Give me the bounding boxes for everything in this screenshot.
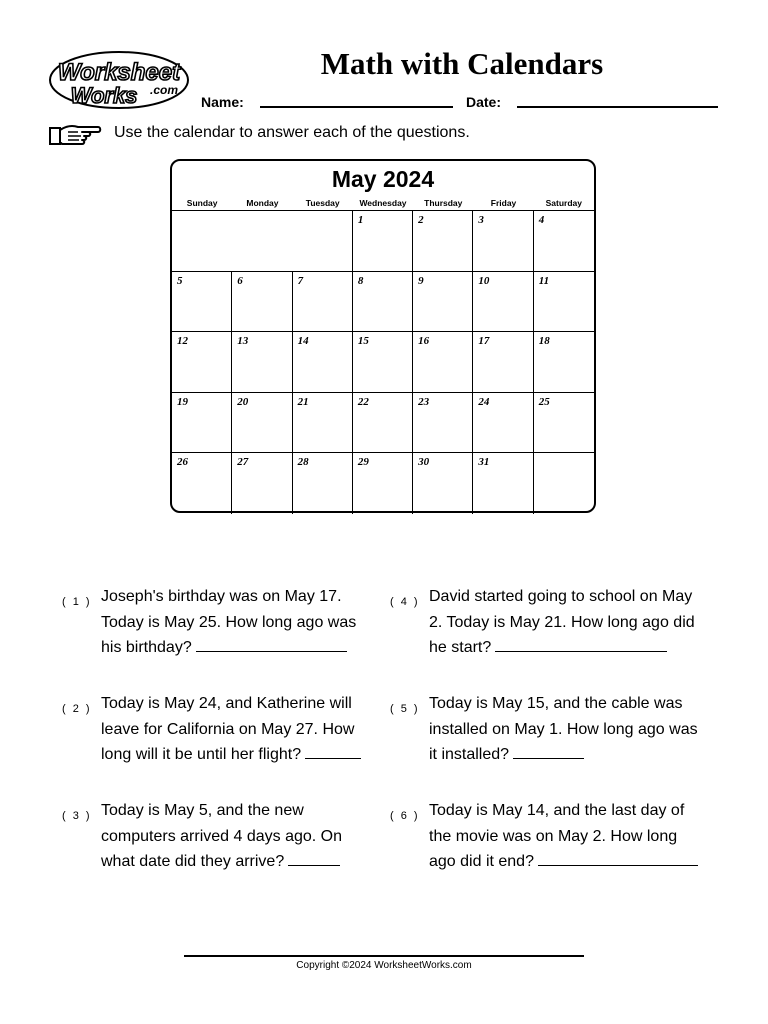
question-text-line: he start? (429, 639, 492, 656)
weekday-label: Wednesday (359, 198, 407, 208)
calendar-day-number: 1 (357, 214, 364, 226)
calendar-day-cell (293, 453, 353, 514)
answer-blank[interactable] (196, 635, 347, 652)
calendar-day-number: 27 (237, 456, 249, 469)
calendar-empty-cell (534, 453, 594, 514)
calendar-day-number: 31 (478, 456, 490, 469)
question-number: ( 5 ) (390, 703, 420, 715)
calendar-day-number: 17 (478, 335, 490, 348)
calendar-weekday-header (172, 198, 594, 210)
calendar-day-number: 15 (357, 335, 369, 348)
question-number: ( 6 ) (390, 810, 420, 822)
logo-suffix: .com (149, 83, 179, 97)
copyright-text: Copyright ©2024 WorksheetWorks.com (296, 960, 472, 971)
calendar-day-number: 5 (177, 274, 183, 287)
calendar-day-cell (293, 332, 353, 393)
question-text-line: Today is May 24, and Katherine will (101, 695, 352, 712)
calendar-grid (172, 210, 594, 514)
calendar-day-cell (172, 332, 232, 393)
calendar-day-cell (353, 272, 413, 333)
calendar-day-number: 30 (418, 456, 430, 469)
question-text-line: the movie was on May 2. How long (429, 827, 678, 845)
answer-blank[interactable] (288, 849, 340, 866)
page-title: Math with Calendars (320, 46, 604, 81)
calendar-day-cell (534, 393, 594, 454)
calendar-day-number: 20 (237, 395, 249, 408)
question-text-line: Today is May 14, and the last day of (429, 802, 685, 819)
question-text-line: 2. Today is May 21. How long ago did (429, 613, 695, 631)
calendar-day-number: 21 (297, 395, 309, 408)
weekday-label: Saturday (545, 198, 583, 208)
answer-blank[interactable] (305, 742, 361, 759)
calendar-day-cell (172, 272, 232, 333)
calendar-day-cell (293, 393, 353, 454)
calendar-day-number: 19 (177, 395, 188, 408)
calendar-day-cell (232, 453, 292, 514)
calendar-day-cell (232, 393, 292, 454)
calendar-day-number: 14 (297, 335, 309, 348)
logo-line1: Worksheet (57, 59, 181, 86)
calendar-day-number: 18 (538, 335, 550, 348)
calendar-day-number: 23 (418, 395, 430, 408)
calendar-day-number: 2 (418, 214, 424, 226)
question-text-line: Today is May 25. How long ago was (101, 613, 357, 631)
question-number: ( 4 ) (390, 596, 420, 608)
calendar-day-cell (232, 272, 292, 333)
calendar-day-number: 10 (478, 274, 490, 287)
name-field-line[interactable] (260, 106, 453, 108)
calendar-day-number: 28 (297, 456, 309, 469)
calendar-day-cell (534, 211, 594, 272)
calendar-empty-cell (232, 211, 292, 272)
calendar-day-number: 12 (177, 335, 188, 348)
calendar-day-cell (534, 332, 594, 393)
calendar-day-number: 11 (538, 274, 550, 287)
calendar-empty-cell (172, 211, 232, 272)
instructions-text: Use the calendar to answer each of the questions. (114, 124, 470, 141)
calendar-day-number: 13 (237, 335, 249, 348)
question-text-line: it installed? (429, 746, 510, 763)
calendar-day-cell (293, 272, 353, 333)
calendar (170, 159, 596, 513)
question-text-line: long will it be until her flight? (101, 746, 302, 763)
calendar-day-cell (473, 453, 533, 514)
calendar-day-number: 29 (357, 456, 369, 469)
question-text-line: leave for California on May 27. How (101, 720, 355, 738)
calendar-day-cell (413, 393, 473, 454)
calendar-day-number: 25 (538, 395, 550, 408)
calendar-day-cell (473, 332, 533, 393)
question-text-line: Today is May 15, and the cable was (429, 695, 683, 712)
pointing-hand-icon (48, 122, 102, 148)
question-text-line: Today is May 5, and the new (101, 802, 304, 819)
calendar-day-cell (473, 211, 533, 272)
calendar-day-number: 4 (538, 214, 545, 226)
answer-blank[interactable] (538, 849, 698, 866)
calendar-title: May 2024 (331, 166, 435, 192)
calendar-empty-cell (293, 211, 353, 272)
logo-graphic (48, 50, 190, 110)
question-text-line: David started going to school on May (429, 588, 693, 605)
calendar-day-number: 22 (357, 395, 369, 408)
date-label: Date: (466, 94, 502, 110)
calendar-day-cell (353, 393, 413, 454)
question-text-line: his birthday? (101, 639, 192, 656)
logo-line2: Works (70, 83, 138, 108)
weekday-label: Monday (246, 198, 279, 208)
calendar-day-number: 9 (418, 274, 424, 287)
worksheetworks-logo (48, 50, 190, 110)
answer-blank[interactable] (513, 742, 584, 759)
calendar-day-cell (353, 332, 413, 393)
answer-blank[interactable] (495, 635, 667, 652)
weekday-label: Thursday (424, 198, 463, 208)
calendar-day-number: 16 (418, 335, 430, 348)
question-text-line: computers arrived 4 days ago. On (101, 827, 343, 845)
weekday-label: Tuesday (305, 198, 340, 208)
name-label: Name: (201, 94, 244, 110)
question-number: ( 2 ) (62, 703, 92, 715)
calendar-day-number: 24 (478, 395, 490, 408)
question-text-line: Joseph's birthday was on May 17. (101, 588, 342, 605)
calendar-day-number: 7 (297, 274, 304, 287)
calendar-day-cell (353, 211, 413, 272)
calendar-day-cell (473, 272, 533, 333)
weekday-label: Friday (490, 198, 517, 208)
question-text-line: installed on May 1. How long ago was (429, 720, 698, 738)
weekday-label: Sunday (186, 198, 218, 208)
calendar-day-cell (172, 393, 232, 454)
calendar-day-cell (413, 211, 473, 272)
calendar-day-cell (232, 332, 292, 393)
calendar-day-number: 26 (177, 456, 188, 469)
calendar-day-cell (413, 453, 473, 514)
calendar-day-number: 8 (357, 274, 364, 287)
calendar-day-cell (413, 332, 473, 393)
calendar-day-cell (353, 453, 413, 514)
calendar-day-cell (534, 272, 594, 333)
footer-divider (184, 955, 584, 957)
calendar-day-number: 6 (237, 274, 243, 287)
calendar-day-number: 3 (478, 214, 484, 226)
question-number: ( 3 ) (62, 810, 92, 822)
question-text-line: ago did it end? (429, 853, 534, 870)
calendar-day-cell (413, 272, 473, 333)
calendar-day-cell (473, 393, 533, 454)
calendar-day-cell (172, 453, 232, 514)
date-field-line[interactable] (517, 106, 718, 108)
question-number: ( 1 ) (62, 596, 92, 608)
question-text-line: what date did they arrive? (101, 853, 285, 870)
